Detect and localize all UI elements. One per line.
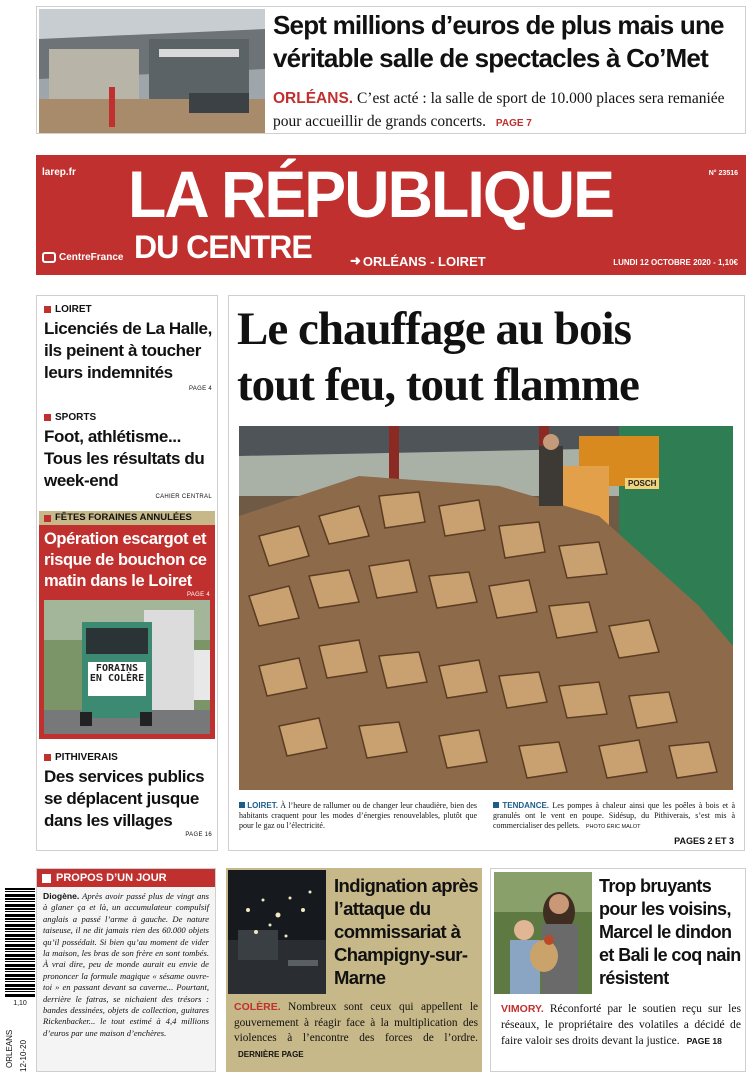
top-location: ORLÉANS. <box>273 90 354 107</box>
champigny-summary <box>234 1000 478 1062</box>
construction-photo <box>39 9 265 133</box>
sidebar-item-pithiverais[interactable] <box>44 752 212 838</box>
dindon-page-ref: PAGE 18 <box>686 1036 722 1046</box>
photo-credit: PHOTO ÉRIC MALOT <box>585 824 641 830</box>
top-headline: Sept millions d’euros de plus mais une véritable salle de spectacles à Co’Met <box>273 10 724 73</box>
arrow-right-icon: ➜ <box>350 253 361 268</box>
champigny-story[interactable] <box>226 868 482 1072</box>
headline-services-publics: Des services publics se déplacent jusque dans les villages <box>44 767 205 830</box>
dindon-headline: Trop bruyants pour les voisins, Marcel le dindon et Bali le coq nain résistent <box>599 876 741 988</box>
dindon-location: VIMORY. <box>501 1003 544 1015</box>
propos-square-icon <box>42 874 51 883</box>
caption-right-square-icon <box>493 802 499 808</box>
sidebar-item-fetes[interactable] <box>39 511 215 739</box>
caption-left-location: LOIRET. <box>247 801 278 810</box>
headline-sports: Foot, athlétisme... Tous les résultats du week-end <box>44 427 205 490</box>
champigny-text: Nombreux sont ceux qui appellent le gouvernement à réagir face à la multiplication des violences à l’encontre des forces de l’ordre. <box>234 1001 478 1044</box>
dindon-summary <box>501 1001 741 1049</box>
caption-left <box>239 801 477 831</box>
caption-right-location: TENDANCE. <box>502 801 550 810</box>
fetes-tag-bar <box>39 511 215 525</box>
sidebar-item-loiret[interactable] <box>44 304 212 392</box>
barcode-bars <box>5 888 35 998</box>
tag-loiret: LOIRET <box>44 304 212 315</box>
propos-text <box>37 887 215 1039</box>
region-text: ORLÉANS - LOIRET <box>362 253 486 269</box>
top-banner[interactable] <box>36 6 746 134</box>
barcode <box>5 888 35 1072</box>
page-ref-cahier: CAHIER CENTRAL <box>155 494 212 500</box>
machine-label: POSCH <box>625 478 659 489</box>
barcode-city: ORLEANS <box>5 1029 14 1068</box>
champigny-location: COLÈRE. <box>234 1001 281 1013</box>
barcode-date: 12-10-20 <box>19 1039 28 1072</box>
masthead <box>36 155 746 275</box>
tag-sports: SPORTS <box>44 412 212 423</box>
top-page-ref: PAGE 7 <box>495 118 532 129</box>
masthead-subtitle: DU CENTRE <box>134 229 312 265</box>
page-ref-16: PAGE 16 <box>185 832 212 838</box>
dindon-story[interactable] <box>490 868 746 1072</box>
main-story[interactable] <box>228 295 745 851</box>
champigny-page-ref: DERNIÈRE PAGE <box>238 1049 304 1059</box>
sidebar-item-sports[interactable] <box>44 412 212 500</box>
caption-right-text: Les pompes à chaleur ainsi que les poêles à bois et à granulés ont le vent en poupe. Sidésup, du Pithiverais, s’est mis à commercialiser des pellets. <box>493 801 736 830</box>
centre-france-logo <box>42 252 123 263</box>
main-page-ref: PAGES 2 ET 3 <box>674 836 734 846</box>
fetes-red-block <box>39 525 215 739</box>
tag-pithiverais: PITHIVERAIS <box>44 752 212 763</box>
website-link[interactable]: larep.fr <box>42 167 76 178</box>
date-price: LUNDI 12 OCTOBRE 2020 - 1,10€ <box>613 258 738 267</box>
page-ref-4b: PAGE 4 <box>186 592 210 598</box>
barcode-price: 1,10 <box>13 1000 27 1007</box>
centre-france-name: CentreFrance <box>59 252 124 263</box>
propos-title: PROPOS D’UN JOUR <box>56 872 167 884</box>
issue-number: N° 23516 <box>708 170 738 177</box>
region-label <box>350 253 486 269</box>
centre-france-icon <box>42 252 56 263</box>
forains-sign: FORAINS EN COLÈRE <box>89 663 145 684</box>
main-headline-line1: Le chauffage au bois <box>237 303 631 355</box>
headline-la-halle: Licenciés de La Halle, ils peinent à toucher leurs indemnités <box>44 319 212 382</box>
masthead-title: LA RÉPUBLIQUE <box>128 157 614 231</box>
propos-lead: Diogène. <box>43 891 80 901</box>
main-headline-line2: tout feu, tout flamme <box>237 359 639 411</box>
headline-escargot: Opération escargot et risque de bouchon ce matin dans le Loiret <box>44 530 207 590</box>
propos-box[interactable] <box>36 868 216 1072</box>
firewood-photo <box>239 426 733 790</box>
caption-left-text: À l’heure de rallumer ou de changer leur chaudière, bien des habitants craquent pour les modes d’énergies renouvelables, plutôt que pour le gaz ou l’électricité. <box>239 801 478 830</box>
caption-left-square-icon <box>239 802 245 808</box>
rooster-photo <box>494 872 592 994</box>
dindon-text: Réconforté par le soutien reçu sur les réseaux, le propriétaire des volatiles a décidé de faire valoir ses droits devant la justice. <box>501 1002 741 1047</box>
champigny-headline: Indignation après l’attaque du commissariat à Champigny-sur-Marne <box>334 875 478 988</box>
propos-body: Après avoir passé plus de vingt ans à glaner ça et là, un accumulateur compulsif anglais a passé l’arme à gauche. De nature taiseuse, il ne dit jamais rien des 60.000 objets qu’il possédait. Si bien qu’au moment de vider la maison, les bras de son frère en sont tombés. À vrai dire, peu de monde aurait eu envie de prononcer la formule magique « sésame ouvre-toi » en passant devant sa caverne... Pourtant, derrière le fatras, se nichaient des trésors : bandes dessinées, objets de collection, guitares Rickenbacker... le tout estimé à 4,4 millions d’euros par une maison d’enchères. <box>43 891 209 1038</box>
truck-photo <box>44 600 210 734</box>
caption-right <box>493 801 735 832</box>
night-photo <box>228 870 326 994</box>
page-ref-4: PAGE 4 <box>188 386 212 392</box>
top-summary <box>273 87 743 135</box>
tag-fetes: FÊTES FORAINES ANNULÉES <box>44 511 215 525</box>
top-text: C’est acté : la salle de sport de 10.000 places sera remaniée pour accueillir de grands concerts. <box>273 90 725 130</box>
sidebar <box>36 295 218 851</box>
propos-title-bar <box>37 869 215 887</box>
